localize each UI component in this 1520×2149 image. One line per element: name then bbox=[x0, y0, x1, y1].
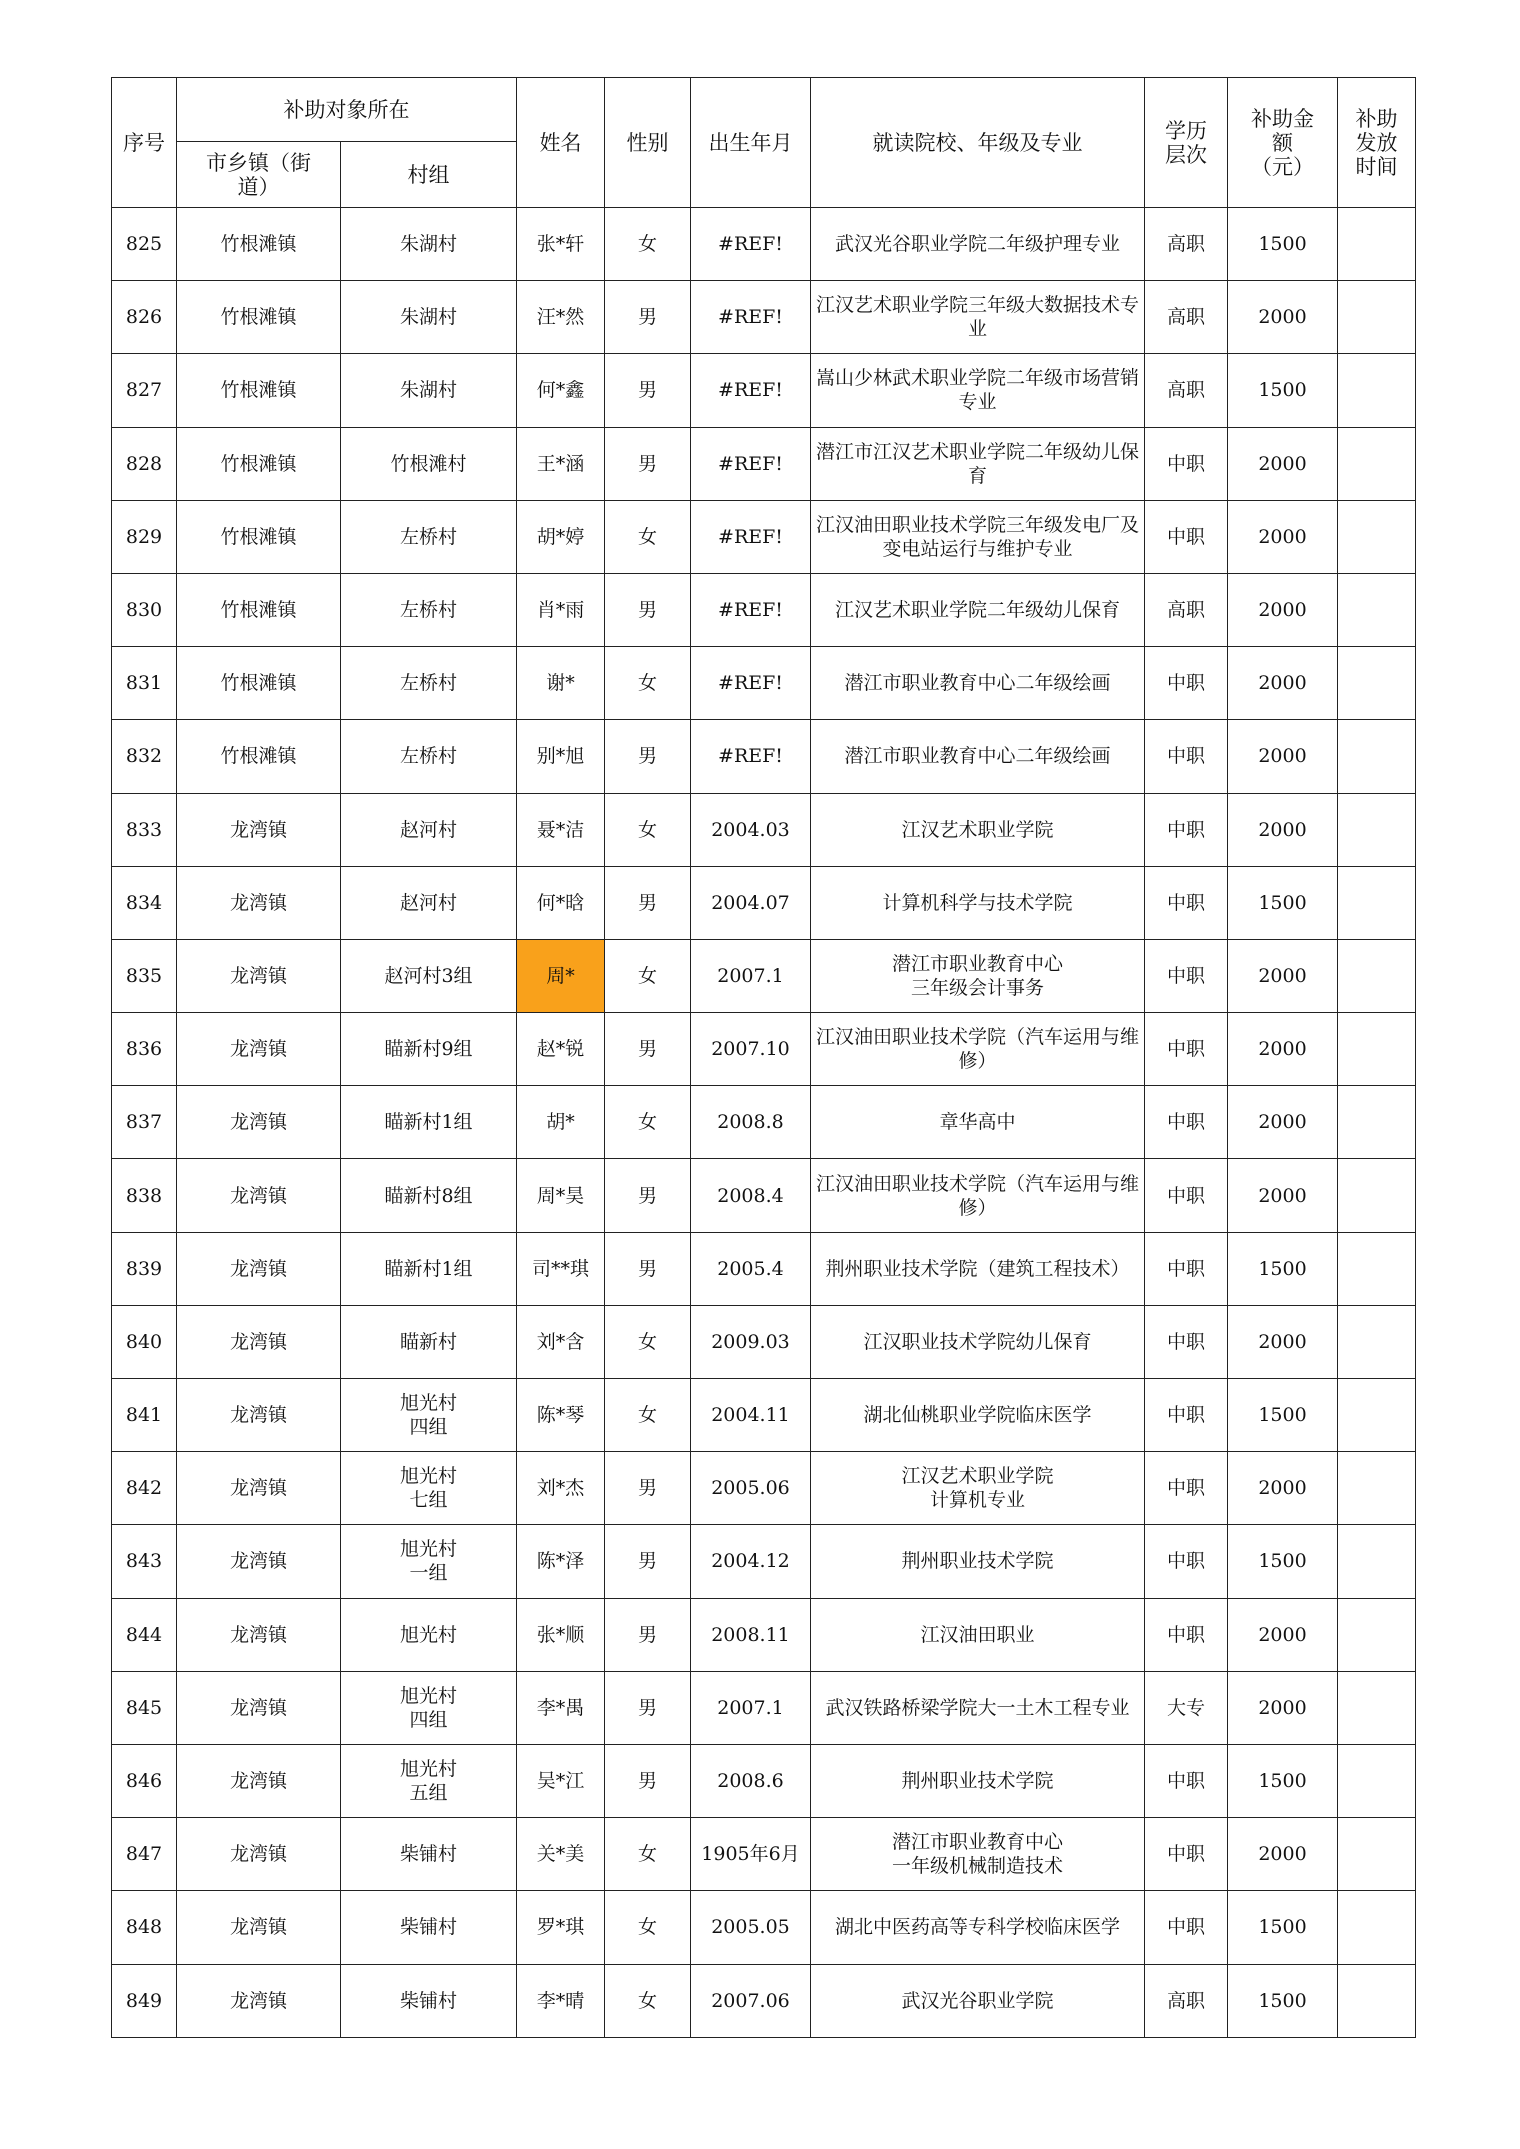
cell-seq: 840 bbox=[112, 1305, 177, 1378]
cell-release-time bbox=[1338, 1964, 1416, 2037]
table-row bbox=[112, 1452, 1416, 1525]
cell-level: 中职 bbox=[1145, 427, 1228, 500]
cell-amount: 2000 bbox=[1228, 1598, 1338, 1671]
cell-village: 旭光村 七组 bbox=[341, 1452, 517, 1525]
cell-amount: 2000 bbox=[1228, 1086, 1338, 1159]
cell-level: 中职 bbox=[1145, 1818, 1228, 1891]
subsidy-table bbox=[111, 77, 1416, 2038]
cell-seq: 835 bbox=[112, 939, 177, 1012]
cell-gender: 男 bbox=[605, 1452, 691, 1525]
cell-name: 司**琪 bbox=[517, 1232, 605, 1305]
cell-town: 竹根滩镇 bbox=[177, 208, 341, 281]
cell-gender: 女 bbox=[605, 1891, 691, 1964]
cell-school: 荆州职业技术学院 bbox=[811, 1525, 1145, 1598]
cell-birth: 2004.11 bbox=[691, 1379, 811, 1452]
cell-town: 龙湾镇 bbox=[177, 793, 341, 866]
table-row bbox=[112, 573, 1416, 646]
cell-birth: 2005.4 bbox=[691, 1232, 811, 1305]
cell-name: 何*鑫 bbox=[517, 354, 605, 427]
header-village: 村组 bbox=[341, 142, 517, 208]
cell-amount: 1500 bbox=[1228, 208, 1338, 281]
header-school: 就读院校、年级及专业 bbox=[811, 78, 1145, 208]
cell-amount: 2000 bbox=[1228, 500, 1338, 573]
header-birth: 出生年月 bbox=[691, 78, 811, 208]
cell-level: 中职 bbox=[1145, 1086, 1228, 1159]
table-row bbox=[112, 427, 1416, 500]
cell-level: 高职 bbox=[1145, 573, 1228, 646]
cell-gender: 男 bbox=[605, 1525, 691, 1598]
cell-name: 别*旭 bbox=[517, 720, 605, 793]
cell-gender: 女 bbox=[605, 939, 691, 1012]
cell-school: 江汉职业技术学院幼儿保育 bbox=[811, 1305, 1145, 1378]
cell-seq: 828 bbox=[112, 427, 177, 500]
cell-birth: #REF! bbox=[691, 720, 811, 793]
cell-release-time bbox=[1338, 793, 1416, 866]
cell-amount: 2000 bbox=[1228, 1013, 1338, 1086]
cell-school: 计算机科学与技术学院 bbox=[811, 866, 1145, 939]
cell-level: 中职 bbox=[1145, 500, 1228, 573]
cell-school: 江汉油田职业 bbox=[811, 1598, 1145, 1671]
cell-school: 潜江市职业教育中心二年级绘画 bbox=[811, 720, 1145, 793]
cell-seq: 848 bbox=[112, 1891, 177, 1964]
cell-town: 龙湾镇 bbox=[177, 1525, 341, 1598]
header-name: 姓名 bbox=[517, 78, 605, 208]
cell-school: 江汉油田职业技术学院（汽车运用与维修） bbox=[811, 1013, 1145, 1086]
cell-gender: 男 bbox=[605, 354, 691, 427]
cell-level: 中职 bbox=[1145, 1891, 1228, 1964]
cell-school: 江汉艺术职业学院二年级幼儿保育 bbox=[811, 573, 1145, 646]
cell-level: 中职 bbox=[1145, 866, 1228, 939]
cell-name: 李*禺 bbox=[517, 1671, 605, 1744]
cell-gender: 女 bbox=[605, 500, 691, 573]
cell-school: 湖北仙桃职业学院临床医学 bbox=[811, 1379, 1145, 1452]
cell-level: 中职 bbox=[1145, 793, 1228, 866]
cell-seq: 831 bbox=[112, 647, 177, 720]
cell-level: 中职 bbox=[1145, 720, 1228, 793]
cell-level: 中职 bbox=[1145, 1744, 1228, 1817]
cell-birth: #REF! bbox=[691, 500, 811, 573]
cell-seq: 842 bbox=[112, 1452, 177, 1525]
cell-village: 瞄新村 bbox=[341, 1305, 517, 1378]
cell-seq: 841 bbox=[112, 1379, 177, 1452]
cell-release-time bbox=[1338, 1379, 1416, 1452]
cell-release-time bbox=[1338, 1818, 1416, 1891]
cell-release-time bbox=[1338, 573, 1416, 646]
cell-village: 旭光村 四组 bbox=[341, 1671, 517, 1744]
cell-name: 周*昊 bbox=[517, 1159, 605, 1232]
cell-town: 龙湾镇 bbox=[177, 1818, 341, 1891]
cell-level: 中职 bbox=[1145, 1452, 1228, 1525]
cell-amount: 2000 bbox=[1228, 1671, 1338, 1744]
cell-seq: 836 bbox=[112, 1013, 177, 1086]
table-row bbox=[112, 1891, 1416, 1964]
cell-name: 李*晴 bbox=[517, 1964, 605, 2037]
table-row bbox=[112, 1818, 1416, 1891]
cell-release-time bbox=[1338, 427, 1416, 500]
cell-birth: 2005.05 bbox=[691, 1891, 811, 1964]
table-row bbox=[112, 1525, 1416, 1598]
cell-seq: 826 bbox=[112, 281, 177, 354]
cell-birth: 2008.4 bbox=[691, 1159, 811, 1232]
cell-name: 何*晗 bbox=[517, 866, 605, 939]
cell-town: 竹根滩镇 bbox=[177, 354, 341, 427]
cell-gender: 女 bbox=[605, 208, 691, 281]
cell-school: 章华高中 bbox=[811, 1086, 1145, 1159]
cell-seq: 834 bbox=[112, 866, 177, 939]
cell-amount: 2000 bbox=[1228, 427, 1338, 500]
cell-name: 陈*泽 bbox=[517, 1525, 605, 1598]
cell-level: 中职 bbox=[1145, 1305, 1228, 1378]
cell-release-time bbox=[1338, 1159, 1416, 1232]
cell-level: 大专 bbox=[1145, 1671, 1228, 1744]
cell-village: 左桥村 bbox=[341, 647, 517, 720]
cell-school: 荆州职业技术学院 bbox=[811, 1744, 1145, 1817]
cell-birth: #REF! bbox=[691, 208, 811, 281]
cell-seq: 838 bbox=[112, 1159, 177, 1232]
cell-gender: 女 bbox=[605, 1379, 691, 1452]
cell-seq: 849 bbox=[112, 1964, 177, 2037]
cell-release-time bbox=[1338, 647, 1416, 720]
cell-town: 龙湾镇 bbox=[177, 1452, 341, 1525]
cell-amount: 1500 bbox=[1228, 354, 1338, 427]
cell-town: 龙湾镇 bbox=[177, 1232, 341, 1305]
cell-level: 中职 bbox=[1145, 1598, 1228, 1671]
cell-birth: 2008.8 bbox=[691, 1086, 811, 1159]
cell-amount: 2000 bbox=[1228, 793, 1338, 866]
cell-release-time bbox=[1338, 939, 1416, 1012]
cell-village: 左桥村 bbox=[341, 720, 517, 793]
header-gender: 性别 bbox=[605, 78, 691, 208]
table-row bbox=[112, 1086, 1416, 1159]
cell-seq: 829 bbox=[112, 500, 177, 573]
cell-seq: 839 bbox=[112, 1232, 177, 1305]
cell-name: 汪*然 bbox=[517, 281, 605, 354]
cell-town: 龙湾镇 bbox=[177, 1379, 341, 1452]
cell-name: 张*轩 bbox=[517, 208, 605, 281]
header-town: 市乡镇（街道） bbox=[177, 142, 341, 208]
cell-level: 高职 bbox=[1145, 1964, 1228, 2037]
cell-name: 刘*杰 bbox=[517, 1452, 605, 1525]
cell-village: 旭光村 一组 bbox=[341, 1525, 517, 1598]
cell-seq: 845 bbox=[112, 1671, 177, 1744]
cell-gender: 女 bbox=[605, 1305, 691, 1378]
cell-level: 高职 bbox=[1145, 354, 1228, 427]
cell-release-time bbox=[1338, 1232, 1416, 1305]
cell-release-time bbox=[1338, 1671, 1416, 1744]
cell-town: 龙湾镇 bbox=[177, 1744, 341, 1817]
cell-village: 朱湖村 bbox=[341, 354, 517, 427]
cell-amount: 1500 bbox=[1228, 1964, 1338, 2037]
cell-name: 肖*雨 bbox=[517, 573, 605, 646]
cell-village: 旭光村 五组 bbox=[341, 1744, 517, 1817]
header-seq: 序号 bbox=[112, 78, 177, 208]
table-row bbox=[112, 1232, 1416, 1305]
cell-gender: 男 bbox=[605, 427, 691, 500]
cell-amount: 2000 bbox=[1228, 1818, 1338, 1891]
cell-village: 朱湖村 bbox=[341, 208, 517, 281]
cell-village: 赵河村 bbox=[341, 866, 517, 939]
cell-gender: 男 bbox=[605, 1598, 691, 1671]
cell-name: 赵*锐 bbox=[517, 1013, 605, 1086]
cell-gender: 女 bbox=[605, 1964, 691, 2037]
header-release-time: 补助发放时间 bbox=[1338, 78, 1416, 208]
table-row bbox=[112, 647, 1416, 720]
cell-village: 柴铺村 bbox=[341, 1818, 517, 1891]
cell-level: 高职 bbox=[1145, 208, 1228, 281]
cell-village: 赵河村3组 bbox=[341, 939, 517, 1012]
cell-village: 左桥村 bbox=[341, 500, 517, 573]
cell-amount: 1500 bbox=[1228, 1891, 1338, 1964]
cell-school: 江汉艺术职业学院三年级大数据技术专业 bbox=[811, 281, 1145, 354]
header-level: 学历层次 bbox=[1145, 78, 1228, 208]
table-header bbox=[112, 78, 1416, 208]
cell-gender: 女 bbox=[605, 647, 691, 720]
cell-school: 武汉铁路桥梁学院大一土木工程专业 bbox=[811, 1671, 1145, 1744]
cell-level: 中职 bbox=[1145, 1525, 1228, 1598]
cell-school: 潜江市江汉艺术职业学院二年级幼儿保育 bbox=[811, 427, 1145, 500]
cell-birth: #REF! bbox=[691, 573, 811, 646]
cell-release-time bbox=[1338, 1305, 1416, 1378]
cell-amount: 2000 bbox=[1228, 1305, 1338, 1378]
cell-school: 潜江市职业教育中心二年级绘画 bbox=[811, 647, 1145, 720]
cell-seq: 827 bbox=[112, 354, 177, 427]
cell-gender: 男 bbox=[605, 1159, 691, 1232]
cell-village: 柴铺村 bbox=[341, 1964, 517, 2037]
cell-town: 龙湾镇 bbox=[177, 1013, 341, 1086]
cell-release-time bbox=[1338, 354, 1416, 427]
table-row bbox=[112, 1598, 1416, 1671]
header-amount: 补助金额（元） bbox=[1228, 78, 1338, 208]
cell-name: 陈*琴 bbox=[517, 1379, 605, 1452]
cell-town: 龙湾镇 bbox=[177, 1891, 341, 1964]
cell-birth: #REF! bbox=[691, 354, 811, 427]
cell-seq: 837 bbox=[112, 1086, 177, 1159]
cell-amount: 2000 bbox=[1228, 1159, 1338, 1232]
cell-birth: #REF! bbox=[691, 281, 811, 354]
cell-release-time bbox=[1338, 1013, 1416, 1086]
cell-seq: 843 bbox=[112, 1525, 177, 1598]
cell-seq: 833 bbox=[112, 793, 177, 866]
cell-school: 潜江市职业教育中心 三年级会计事务 bbox=[811, 939, 1145, 1012]
cell-gender: 男 bbox=[605, 866, 691, 939]
cell-release-time bbox=[1338, 1744, 1416, 1817]
cell-birth: 2007.1 bbox=[691, 1671, 811, 1744]
cell-name: 周* bbox=[517, 939, 605, 1012]
cell-village: 左桥村 bbox=[341, 573, 517, 646]
table-row bbox=[112, 1671, 1416, 1744]
cell-name: 关*美 bbox=[517, 1818, 605, 1891]
table-row bbox=[112, 500, 1416, 573]
cell-town: 竹根滩镇 bbox=[177, 427, 341, 500]
cell-birth: 2007.1 bbox=[691, 939, 811, 1012]
cell-level: 中职 bbox=[1145, 647, 1228, 720]
cell-birth: 2008.11 bbox=[691, 1598, 811, 1671]
cell-release-time bbox=[1338, 208, 1416, 281]
cell-town: 竹根滩镇 bbox=[177, 573, 341, 646]
cell-amount: 2000 bbox=[1228, 573, 1338, 646]
cell-village: 旭光村 四组 bbox=[341, 1379, 517, 1452]
cell-town: 竹根滩镇 bbox=[177, 281, 341, 354]
cell-town: 竹根滩镇 bbox=[177, 647, 341, 720]
cell-village: 瞄新村9组 bbox=[341, 1013, 517, 1086]
cell-town: 龙湾镇 bbox=[177, 1964, 341, 2037]
cell-gender: 男 bbox=[605, 1013, 691, 1086]
cell-amount: 2000 bbox=[1228, 720, 1338, 793]
cell-gender: 男 bbox=[605, 573, 691, 646]
cell-school: 潜江市职业教育中心 一年级机械制造技术 bbox=[811, 1818, 1145, 1891]
cell-town: 龙湾镇 bbox=[177, 1086, 341, 1159]
cell-school: 湖北中医药高等专科学校临床医学 bbox=[811, 1891, 1145, 1964]
cell-seq: 847 bbox=[112, 1818, 177, 1891]
cell-release-time bbox=[1338, 500, 1416, 573]
cell-release-time bbox=[1338, 1891, 1416, 1964]
cell-school: 嵩山少林武术职业学院二年级市场营销专业 bbox=[811, 354, 1145, 427]
cell-level: 中职 bbox=[1145, 1232, 1228, 1305]
table-row bbox=[112, 939, 1416, 1012]
table-row bbox=[112, 1013, 1416, 1086]
table-row bbox=[112, 1305, 1416, 1378]
cell-birth: 2007.10 bbox=[691, 1013, 811, 1086]
cell-amount: 1500 bbox=[1228, 1232, 1338, 1305]
cell-name: 吴*江 bbox=[517, 1744, 605, 1817]
table-row bbox=[112, 1379, 1416, 1452]
cell-name: 罗*琪 bbox=[517, 1891, 605, 1964]
cell-school: 江汉油田职业技术学院（汽车运用与维修） bbox=[811, 1159, 1145, 1232]
cell-release-time bbox=[1338, 281, 1416, 354]
cell-birth: 2009.03 bbox=[691, 1305, 811, 1378]
cell-name: 刘*含 bbox=[517, 1305, 605, 1378]
cell-level: 高职 bbox=[1145, 281, 1228, 354]
cell-gender: 女 bbox=[605, 793, 691, 866]
cell-amount: 1500 bbox=[1228, 1379, 1338, 1452]
cell-town: 龙湾镇 bbox=[177, 1598, 341, 1671]
cell-school: 武汉光谷职业学院二年级护理专业 bbox=[811, 208, 1145, 281]
cell-birth: 2005.06 bbox=[691, 1452, 811, 1525]
cell-birth: 2008.6 bbox=[691, 1744, 811, 1817]
cell-birth: 2004.03 bbox=[691, 793, 811, 866]
table-body bbox=[112, 208, 1416, 2038]
cell-town: 龙湾镇 bbox=[177, 1305, 341, 1378]
cell-school: 武汉光谷职业学院 bbox=[811, 1964, 1145, 2037]
cell-town: 龙湾镇 bbox=[177, 939, 341, 1012]
header-location-group: 补助对象所在 bbox=[177, 78, 517, 142]
cell-village: 瞄新村1组 bbox=[341, 1232, 517, 1305]
cell-school: 江汉油田职业技术学院三年级发电厂及变电站运行与维护专业 bbox=[811, 500, 1145, 573]
cell-birth: 1905年6月 bbox=[691, 1818, 811, 1891]
cell-birth: 2004.07 bbox=[691, 866, 811, 939]
cell-level: 中职 bbox=[1145, 1379, 1228, 1452]
table-row bbox=[112, 354, 1416, 427]
cell-birth: 2007.06 bbox=[691, 1964, 811, 2037]
cell-amount: 1500 bbox=[1228, 1744, 1338, 1817]
cell-village: 旭光村 bbox=[341, 1598, 517, 1671]
cell-town: 龙湾镇 bbox=[177, 1159, 341, 1232]
cell-school: 江汉艺术职业学院 bbox=[811, 793, 1145, 866]
cell-name: 胡*婷 bbox=[517, 500, 605, 573]
table-row bbox=[112, 793, 1416, 866]
cell-seq: 832 bbox=[112, 720, 177, 793]
cell-amount: 2000 bbox=[1228, 939, 1338, 1012]
cell-release-time bbox=[1338, 1086, 1416, 1159]
cell-village: 瞄新村8组 bbox=[341, 1159, 517, 1232]
cell-village: 竹根滩村 bbox=[341, 427, 517, 500]
cell-gender: 男 bbox=[605, 1232, 691, 1305]
cell-level: 中职 bbox=[1145, 939, 1228, 1012]
cell-release-time bbox=[1338, 720, 1416, 793]
cell-amount: 2000 bbox=[1228, 1452, 1338, 1525]
cell-town: 龙湾镇 bbox=[177, 866, 341, 939]
table-row bbox=[112, 1159, 1416, 1232]
cell-village: 柴铺村 bbox=[341, 1891, 517, 1964]
cell-release-time bbox=[1338, 1598, 1416, 1671]
cell-amount: 2000 bbox=[1228, 281, 1338, 354]
cell-amount: 1500 bbox=[1228, 1525, 1338, 1598]
cell-name: 王*涵 bbox=[517, 427, 605, 500]
table-row bbox=[112, 281, 1416, 354]
cell-birth: #REF! bbox=[691, 427, 811, 500]
cell-village: 瞄新村1组 bbox=[341, 1086, 517, 1159]
table-row bbox=[112, 1744, 1416, 1817]
cell-village: 赵河村 bbox=[341, 793, 517, 866]
cell-gender: 男 bbox=[605, 1671, 691, 1744]
cell-town: 竹根滩镇 bbox=[177, 720, 341, 793]
cell-level: 中职 bbox=[1145, 1159, 1228, 1232]
cell-name: 谢* bbox=[517, 647, 605, 720]
cell-school: 荆州职业技术学院（建筑工程技术） bbox=[811, 1232, 1145, 1305]
cell-gender: 女 bbox=[605, 1818, 691, 1891]
table-row bbox=[112, 1964, 1416, 2037]
cell-name: 聂*洁 bbox=[517, 793, 605, 866]
cell-birth: #REF! bbox=[691, 647, 811, 720]
cell-birth: 2004.12 bbox=[691, 1525, 811, 1598]
cell-amount: 1500 bbox=[1228, 866, 1338, 939]
table-row bbox=[112, 866, 1416, 939]
cell-town: 龙湾镇 bbox=[177, 1671, 341, 1744]
cell-release-time bbox=[1338, 1452, 1416, 1525]
cell-seq: 846 bbox=[112, 1744, 177, 1817]
cell-town: 竹根滩镇 bbox=[177, 500, 341, 573]
cell-name: 胡* bbox=[517, 1086, 605, 1159]
cell-amount: 2000 bbox=[1228, 647, 1338, 720]
cell-gender: 男 bbox=[605, 281, 691, 354]
cell-seq: 830 bbox=[112, 573, 177, 646]
cell-release-time bbox=[1338, 866, 1416, 939]
cell-school: 江汉艺术职业学院 计算机专业 bbox=[811, 1452, 1145, 1525]
cell-gender: 男 bbox=[605, 1744, 691, 1817]
cell-release-time bbox=[1338, 1525, 1416, 1598]
cell-name: 张*顺 bbox=[517, 1598, 605, 1671]
table-row bbox=[112, 208, 1416, 281]
table-row bbox=[112, 720, 1416, 793]
cell-gender: 女 bbox=[605, 1086, 691, 1159]
cell-seq: 844 bbox=[112, 1598, 177, 1671]
cell-gender: 男 bbox=[605, 720, 691, 793]
cell-seq: 825 bbox=[112, 208, 177, 281]
cell-village: 朱湖村 bbox=[341, 281, 517, 354]
cell-level: 中职 bbox=[1145, 1013, 1228, 1086]
